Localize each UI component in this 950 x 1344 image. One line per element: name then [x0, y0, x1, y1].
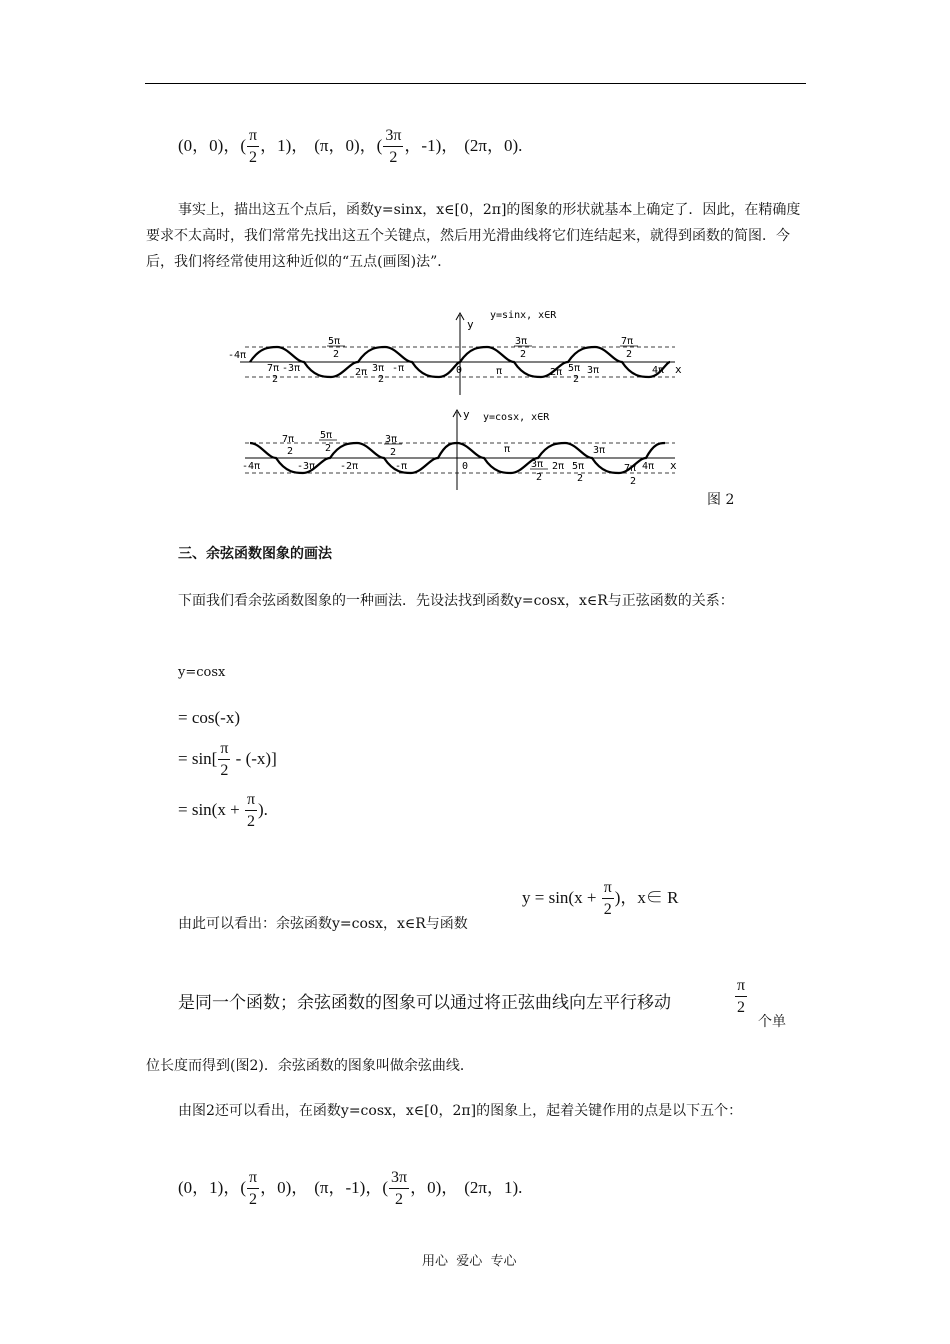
- sin-key-points: (0，0)，( $\frac{\pi}{2}$ ，1)， (π，0)，( $\frac{3\pi}{2}$ ，-1)， (2π，0).: [178, 127, 523, 166]
- tick-label: π: [504, 444, 511, 455]
- tick-label: 2: [378, 374, 385, 385]
- tick-label: 2π: [355, 367, 368, 378]
- tick-label: 2: [390, 447, 397, 458]
- tick-label: 2: [272, 374, 279, 385]
- tick-label: 2: [626, 349, 633, 360]
- tick-label: 7π: [282, 434, 295, 445]
- tick-label: 2π: [552, 461, 565, 472]
- paragraph-cos-key-points: 由图2还可以看出，在函数y=cosx，x∈[0，2π]的图象上，起着关键作用的点是以下五个：: [178, 1103, 743, 1119]
- sine-graph: [240, 313, 675, 395]
- sin-y-label: y: [467, 318, 474, 331]
- tick-label: -4π: [242, 461, 261, 472]
- fraction: $\frac{3\pi}{2}$: [385, 127, 402, 166]
- cos-x-label: x: [670, 459, 677, 472]
- tick-label: 7π: [267, 363, 280, 374]
- conclusion-statement: 是同一个函数；余弦函数的图象可以通过将正弦曲线向左平行移动: [178, 993, 671, 1013]
- conclusion-unit: 个单: [758, 1014, 786, 1030]
- tick-label: 4π: [652, 365, 665, 376]
- tick-label: -3π: [297, 461, 316, 472]
- fraction: $\frac{\pi}{2}$: [246, 791, 256, 830]
- tick-label: 2: [287, 446, 294, 457]
- tick-label: 2: [325, 443, 332, 454]
- tick-label: -π: [392, 363, 405, 374]
- sin-x-label: x: [675, 363, 682, 376]
- shift-fraction: [734, 978, 748, 1016]
- derivation-line-2: = cos(-x): [178, 708, 240, 727]
- tick-label: 5π: [328, 336, 341, 347]
- tick-label: 0: [462, 461, 469, 472]
- tick-label: 2: [573, 374, 580, 385]
- tick-label: 2: [536, 472, 543, 483]
- tick-label: -π: [395, 461, 408, 472]
- fraction: $\frac{\pi}{2}$: [220, 740, 229, 779]
- tick-label: 2: [333, 349, 340, 360]
- tick-label: 7π: [624, 463, 637, 474]
- tick-label: -4π: [228, 350, 247, 361]
- tick-label: -2π: [340, 461, 359, 472]
- tick-label: 3π: [515, 336, 528, 347]
- cos-graph-label: y=cosx, x∈R: [483, 412, 550, 423]
- derivation-line-1: y=cosx: [178, 665, 226, 680]
- tick-label: 5π: [572, 461, 585, 472]
- tick-label: π: [496, 366, 503, 377]
- tick-label: 2: [577, 473, 584, 484]
- conclusion-line-3: 位长度而得到(图2)．余弦函数的图象叫做余弦曲线．: [146, 1058, 474, 1074]
- conclusion-formula: y = sin(x + $\frac{\pi}{2}$ )，x∈ R: [522, 879, 679, 918]
- tick-label: 2: [520, 349, 527, 360]
- tick-label: 5π: [568, 363, 581, 374]
- tick-label: 7π: [621, 336, 634, 347]
- tick-label: -3π: [282, 363, 301, 374]
- tick-label: 3π: [372, 363, 385, 374]
- cos-key-points: (0，1)，( $\frac{\pi}{2}$ ，0)， (π，-1)，( $\frac{3\pi}{2}$ ，0)， (2π，1).: [178, 1169, 523, 1208]
- cos-y-label: y: [463, 408, 470, 421]
- derivation-line-3: = sin[ $\frac{\pi}{2}$ - (-x)]: [178, 740, 277, 779]
- header-rule: [145, 83, 806, 84]
- tick-label: 2: [630, 476, 637, 487]
- sin-graph-label: y=sinx, x∈R: [490, 310, 557, 321]
- fraction: $\frac{\pi}{2}$: [737, 977, 746, 1016]
- section-3-heading: 三、余弦函数图象的画法: [178, 546, 332, 562]
- tick-label: 5π: [320, 430, 333, 441]
- fraction: $\frac{\pi}{2}$: [603, 879, 612, 918]
- fraction: $\frac{\pi}{2}$: [249, 1169, 258, 1208]
- tick-label: 3π: [593, 445, 606, 456]
- tick-label: 4π: [642, 461, 655, 472]
- tick-label: 2π: [550, 367, 563, 378]
- figure-2-sin-cos-graphs: [220, 300, 720, 500]
- tick-label: 3π: [587, 365, 600, 376]
- conclusion-lead: 由此可以看出：余弦函数y=cosx，x∈R与函数: [178, 916, 468, 932]
- figure-caption: 图 2: [707, 492, 735, 508]
- page-footer: 用心 爱心 专心: [422, 1254, 517, 1269]
- derivation-line-4: = sin(x + $\frac{\pi}{2}$ ).: [178, 791, 268, 830]
- paragraph-five-point-method: 事实上，描出这五个点后，函数y=sinx，x∈[0，2π]的图象的形状就基本上确定了．因此，在精确度要求不太高时，我们常常先找出这五个关键点，然后用光滑曲线将它们连结起来，就得到函数的简图．今后，我们将经常使用这种近似的“五点(画图)法”．: [146, 202, 801, 270]
- tick-label: 3π: [531, 459, 544, 470]
- fraction: $\frac{3\pi}{2}$: [391, 1169, 408, 1208]
- tick-label: 3π: [385, 434, 398, 445]
- paragraph-cos-intro: 下面我们看余弦函数图象的一种画法．先设法找到函数y=cosx，x∈R与正弦函数的关系：: [178, 593, 734, 609]
- cosine-graph: [245, 410, 675, 490]
- fraction: $\frac{\pi}{2}$: [249, 127, 258, 166]
- tick-label: 0: [456, 365, 463, 376]
